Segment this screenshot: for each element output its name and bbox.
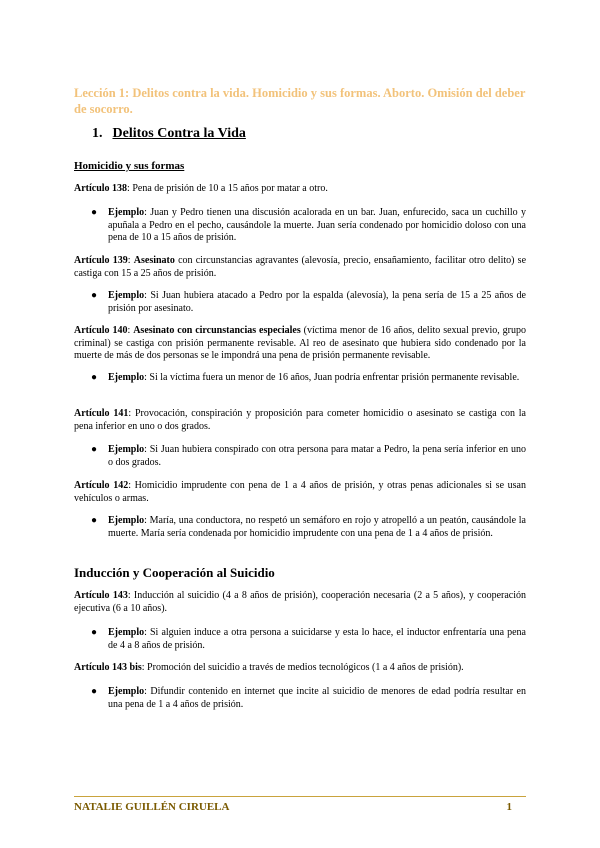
homicidio-heading: Homicidio y sus formas — [74, 160, 185, 172]
example-label: Ejemplo — [108, 444, 145, 455]
example-label: Ejemplo — [108, 372, 145, 383]
example-text: : María, una conductora, no respetó un semáforo en rojo y atropelló a un peatón, causándole la muerte. María sería condenada por homicidio imprudente con una pena de 1 a 4 años de prisión. — [108, 515, 526, 539]
article-140 — [74, 325, 526, 363]
article-text: : Pena de prisión de 10 a 15 años por matar a otro. — [127, 183, 328, 194]
example-label: Ejemplo — [108, 515, 145, 526]
example-label: Ejemplo — [108, 627, 145, 638]
article-sep: : — [127, 325, 134, 336]
article-label: Artículo 140 — [74, 325, 128, 336]
article-text: : Homicidio imprudente con pena de 1 a 4 años de prisión, y otras penas adicionales si se usan vehículos o armas. — [74, 480, 527, 504]
author-name: NATALIE GUILLÉN CIRUELA — [74, 801, 230, 813]
article-label: Artículo 138 — [74, 183, 128, 194]
article-label: Artículo 141 — [74, 408, 129, 419]
example-text: : Difundir contenido en internet que incite al suicidio de menores de edad podría resultar en una pena de 1 a 4 años de prisión. — [108, 686, 526, 710]
page-title: Lección 1: Delitos contra la vida. Homicidio y sus formas. Aborto. Omisión del deber de socorro. — [74, 86, 526, 116]
bullet-icon: ● — [91, 290, 98, 301]
article-143-bis — [74, 662, 526, 675]
induccion-heading: Inducción y Cooperación al Suicidio — [74, 565, 275, 580]
bullet-icon: ● — [91, 444, 98, 455]
article-sep: : — [127, 255, 134, 266]
article-text: : Provocación, conspiración y proposición para cometer homicidio o asesinato se castiga con la pena inferior en uno o dos grados. — [74, 408, 526, 432]
article-text: (víctima menor de 16 años, delito sexual previo, grupo criminal) se castiga con prisión permanente revisable. Al reo de asesinato que hubiera sido condenado por la muerte de más de dos personas se le impondrá una pena de prisión permanente revisable. — [74, 325, 526, 361]
article-label: Artículo 143 — [74, 590, 128, 601]
section-heading — [92, 126, 246, 142]
article-143 — [74, 590, 526, 615]
example-label: Ejemplo — [108, 207, 145, 218]
article-text: : Inducción al suicidio (4 a 8 años de prisión), cooperación necesaria (2 a 5 años), y cooperación ejecutiva (6 a 10 años). — [74, 590, 527, 614]
example-141 — [91, 444, 526, 469]
example-text: : Si Juan hubiera atacado a Pedro por la espalda (alevosía), la pena sería de 15 a 25 años de prisión por asesinato. — [108, 290, 526, 314]
example-143 — [91, 627, 526, 652]
page-number: 1 — [506, 801, 512, 813]
bullet-icon: ● — [91, 627, 98, 638]
article-bold: Asesinato con circunstancias especiales — [133, 325, 301, 336]
article-label: Artículo 143 bis — [74, 662, 142, 673]
bullet-icon: ● — [91, 686, 98, 697]
article-label: Artículo 139 — [74, 255, 128, 266]
example-text: : Si la víctima fuera un menor de 16 años, Juan podría enfrentar prisión permanente revisable. — [144, 372, 520, 383]
bullet-icon: ● — [91, 372, 98, 383]
bullet-icon: ● — [91, 515, 98, 526]
example-138 — [91, 207, 526, 245]
article-139 — [74, 255, 526, 280]
example-text: : Si alguien induce a otra persona a suicidarse y esta lo hace, el inductor enfrentaría una pena de 4 a 8 años de prisión. — [108, 627, 526, 651]
example-143-bis — [91, 686, 526, 711]
page-footer — [74, 796, 526, 815]
article-text: con circunstancias agravantes (alevosía, precio, ensañamiento, facilitar otro delito) se castiga con 15 a 25 años de prisión. — [74, 255, 527, 279]
article-text: : Promoción del suicidio a través de medios tecnológicos (1 a 4 años de prisión). — [141, 662, 464, 673]
article-138 — [74, 183, 526, 196]
example-140 — [91, 372, 526, 385]
article-bold: Asesinato — [133, 255, 175, 266]
bullet-icon: ● — [91, 207, 98, 218]
example-139 — [91, 290, 526, 315]
article-142 — [74, 480, 526, 505]
article-label: Artículo 142 — [74, 480, 129, 491]
example-text: : Juan y Pedro tienen una discusión acalorada en un bar. Juan, enfurecido, saca un cuchillo y apuñala a Pedro en el pecho, causándole la muerte. Juan sería condenado por homicidio doloso con una pena de 10 a 15 años de prisión. — [108, 207, 526, 243]
example-142 — [91, 515, 526, 540]
example-label: Ejemplo — [108, 290, 145, 301]
article-141 — [74, 408, 526, 433]
example-text: : Si Juan hubiera conspirado con otra persona para matar a Pedro, la pena sería inferior en uno o dos grados. — [108, 444, 526, 468]
example-label: Ejemplo — [108, 686, 145, 697]
section-title: Delitos Contra la Vida — [112, 126, 246, 141]
section-number: 1. — [92, 126, 103, 141]
